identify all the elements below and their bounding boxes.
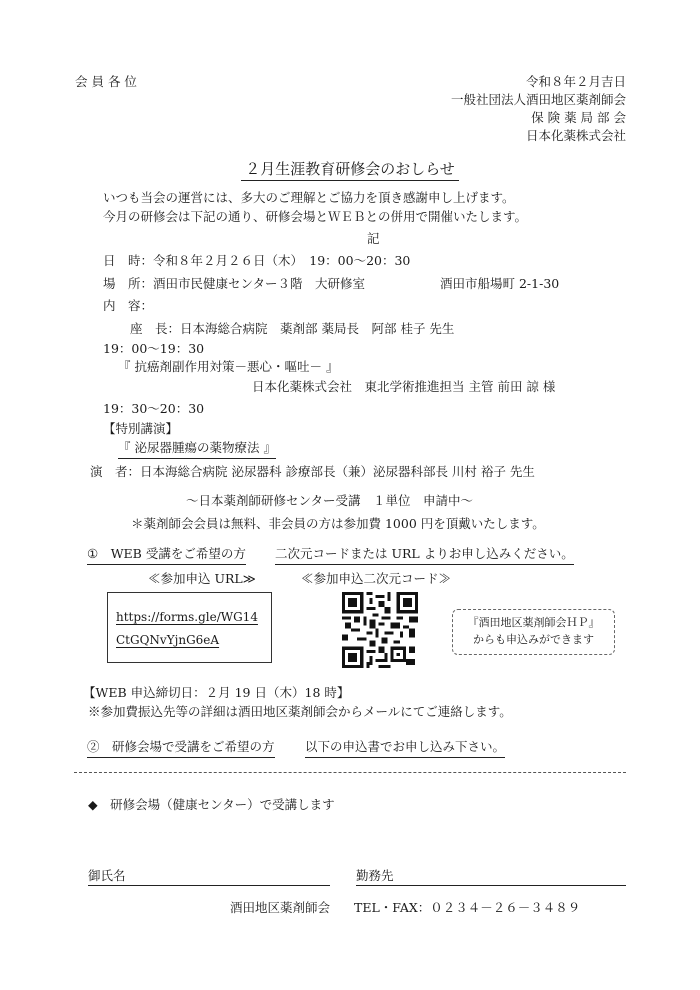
venue-instruction: 以下の申込書でお申し込み下さい。	[305, 739, 505, 758]
footer-org: 酒田地区薬剤師会	[230, 900, 331, 915]
cut-line	[74, 772, 626, 773]
intro-line-2: 今月の研修会は下記の通り、研修会場とＷＥＢとの併用で開催いたします。	[103, 209, 528, 224]
session1-time: 19：00～19：30	[103, 341, 205, 356]
url-link-line-1[interactable]: https://forms.gle/WG14	[116, 610, 258, 624]
web-instruction: 二次元コードまたは URL よりお申し込みください。	[275, 546, 574, 565]
name-field-label: 御氏名	[88, 868, 126, 883]
special-lecture-label: 【特別講演】	[103, 421, 179, 436]
content-label: 内 容：	[103, 298, 154, 313]
web-deadline: 【WEB 申込締切日：２月 19 日（木）18 時】	[83, 685, 350, 700]
ki-mark: 記	[367, 231, 380, 246]
fee-note: ＊薬剤師会会員は無料、非会員の方は参加費 1000 円を頂戴いたします。	[131, 516, 545, 531]
hp-notice-line-1: 『酒田地区薬剤師会ＨＰ』	[467, 616, 600, 629]
payment-note: ※参加費振込先等の詳細は酒田地区薬剤師会からメールにてご連絡します。	[88, 704, 512, 719]
session2-topic: 『 泌尿器腫瘍の薬物療法 』	[118, 440, 276, 459]
organizer-company: 日本化薬株式会社	[525, 128, 626, 143]
venue-attendance-option[interactable]: ◆ 研修会場（健康センター）で受講します	[88, 797, 335, 812]
place-label: 場 所：	[103, 276, 154, 291]
datetime-value: 令和８年２月２６日（木） 19：00～20：30	[153, 253, 411, 268]
organizer-association: 一般社団法人酒田地区薬剤師会	[450, 92, 626, 107]
hp-notice-box	[452, 609, 615, 655]
session2-speaker: 演 者：日本海総合病院 泌尿器科 診療部長（兼）泌尿器科部長 川村 裕子 先生	[90, 464, 535, 479]
name-field[interactable]	[88, 885, 330, 886]
datetime-row	[103, 253, 410, 269]
session2-time: 19：30～20：30	[103, 401, 205, 416]
session1-topic: 『 抗癌剤副作用対策－悪心・嘔吐－ 』	[118, 359, 339, 374]
issue-date: 令和８年２月吉日	[525, 74, 626, 89]
url-link-line-2[interactable]: CtGQNvYjnG6eA	[116, 633, 220, 647]
credit-note: ～日本薬剤師研修センター受講 １単位 申請中～	[186, 493, 474, 508]
hp-notice-line-2: からも申込みができます	[473, 632, 594, 646]
workplace-field[interactable]	[356, 885, 626, 886]
addressee: 会 員 各 位	[75, 74, 137, 89]
venue-heading: ② 研修会場で受講をご希望の方	[87, 739, 275, 758]
intro-line-1: いつも当会の運営には、多大のご理解とご協力を頂き感謝申し上げます。	[103, 190, 515, 205]
url-label: ≪参加申込 URL≫	[148, 571, 256, 586]
qr-label: ≪参加申込二次元コード≫	[301, 571, 452, 586]
chairperson: 座 長：日本海総合病院 薬剤部 薬局長 阿部 桂子 先生	[130, 321, 455, 336]
place-row	[103, 276, 365, 292]
workplace-field-label: 勤務先	[356, 868, 394, 883]
datetime-label: 日 時：	[103, 253, 154, 268]
footer-contact: TEL・FAX：０２３４－２６－３４８９	[354, 900, 581, 915]
url-box	[107, 592, 272, 663]
page-title: ２月生涯教育研修会のおしらせ	[0, 160, 700, 179]
qr-code-icon[interactable]	[342, 592, 418, 668]
session1-speaker: 日本化薬株式会社 東北学術推進担当 主管 前田 諒 様	[252, 379, 556, 394]
web-heading: ① WEB 受講をご希望の方	[87, 546, 246, 565]
place-address: 酒田市船場町 2-1-30	[440, 276, 560, 291]
organizer-section: 保 険 薬 局 部 会	[531, 110, 626, 125]
place-value: 酒田市民健康センター３階 大研修室	[153, 276, 366, 291]
